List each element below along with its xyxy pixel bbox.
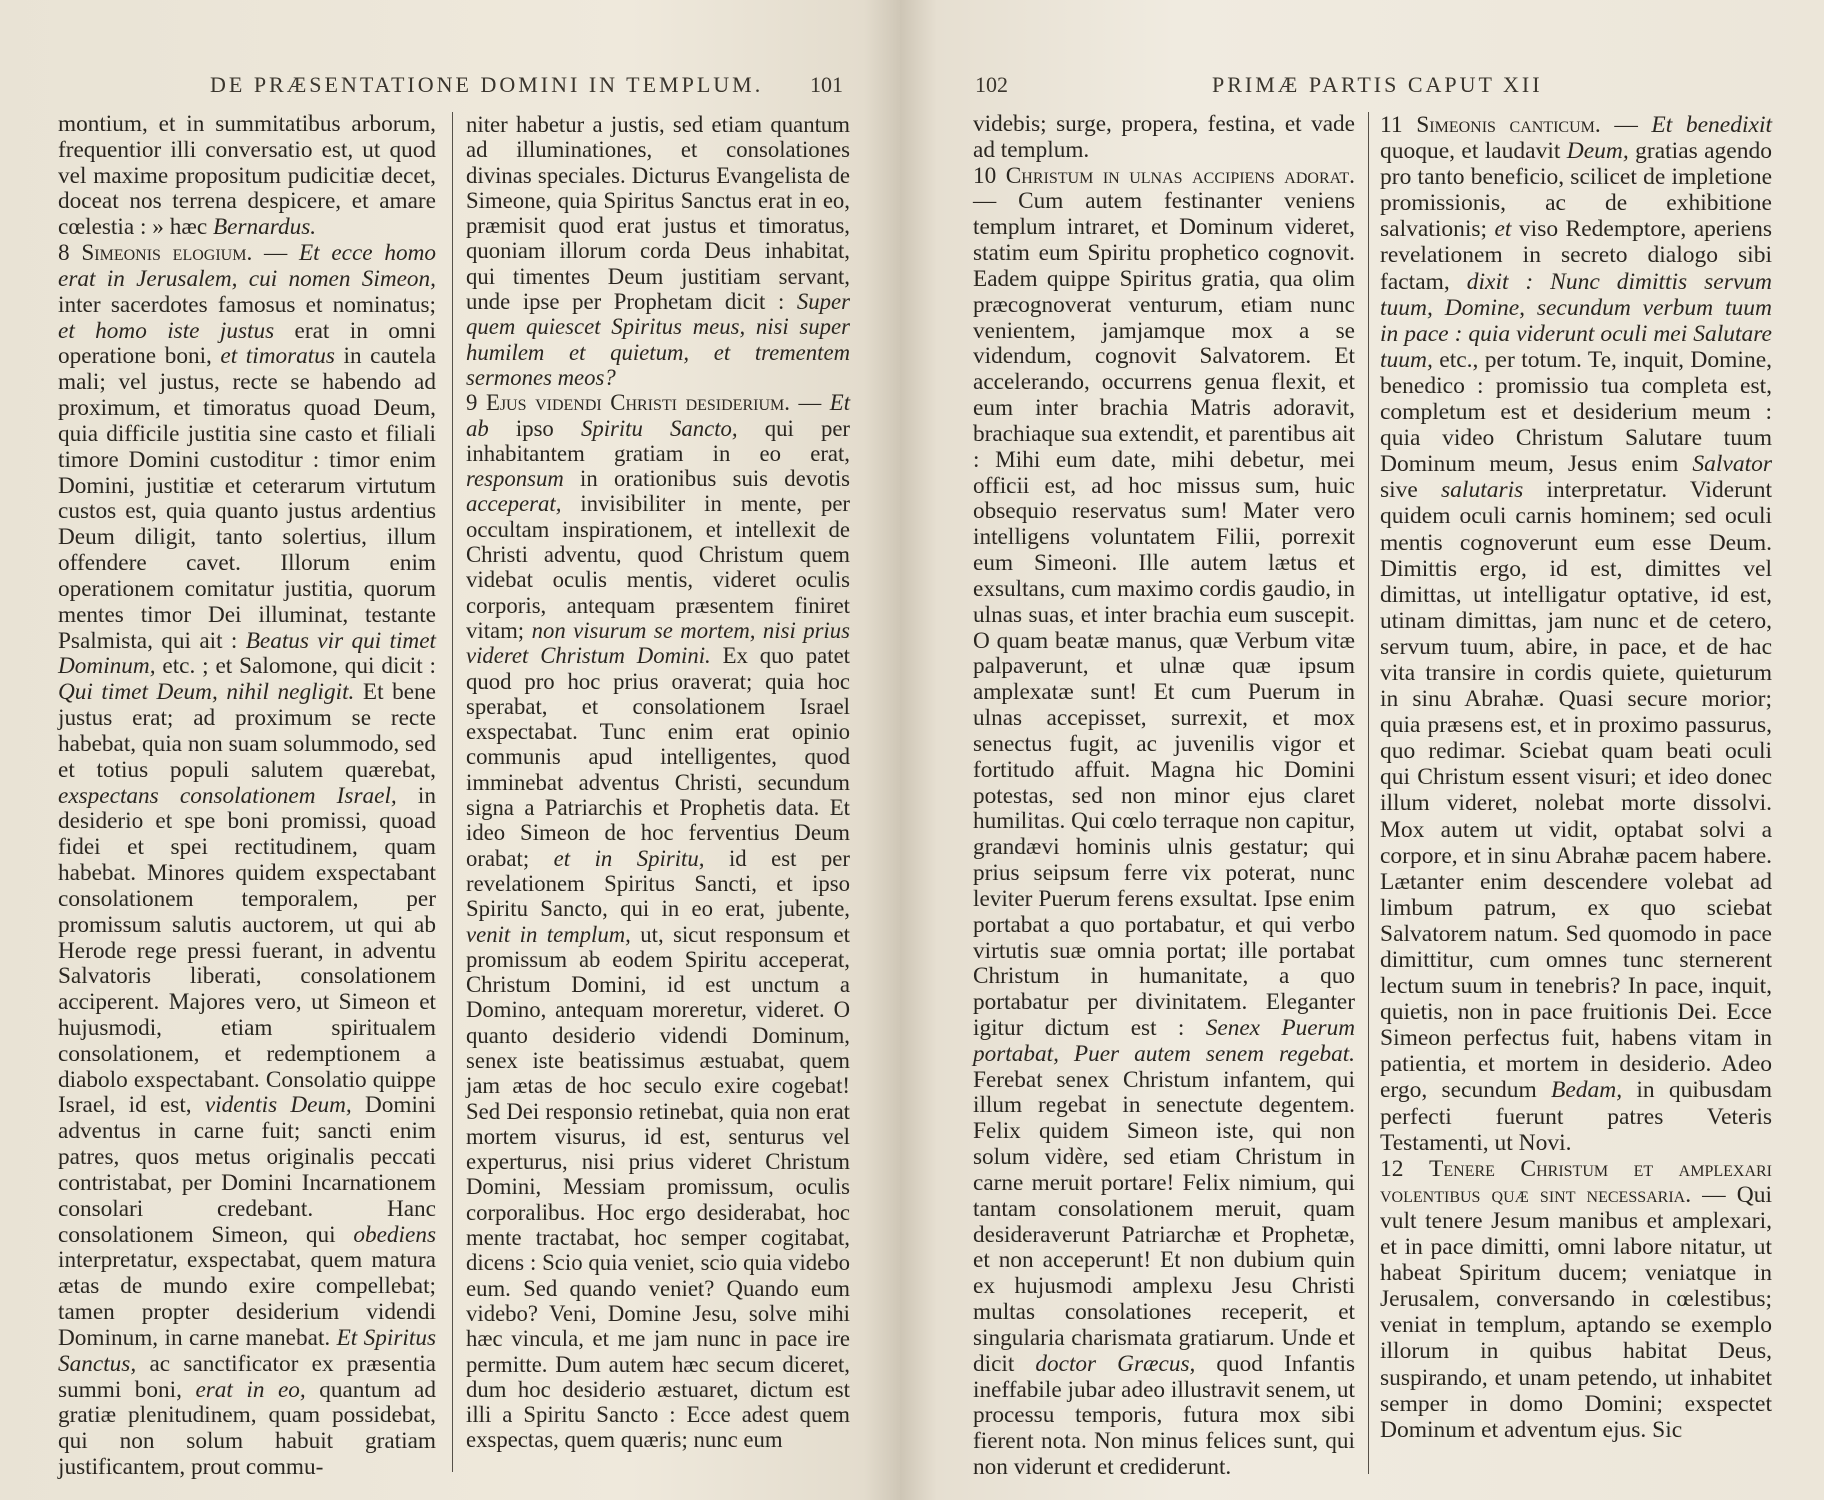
- right-column-1: [973, 112, 1355, 1481]
- page-number-left: 101: [810, 72, 843, 97]
- paragraph-11: 11 Simeonis canticum. — Et benedixit quoque, et laudavit Deum, gratias agendo pro tanto beneficio, scilicet de impletione promissionis, ac de exhibitione salvationis; et viso Redemptore, aperiens revelationem in secreto dialogo sibi factam, dixit : Nunc dimittis servum tuum, Domine, secundum verbum tuum in pace : quia viderunt oculi mei Salutare tuum, etc., per totum. Te, inquit, Domine, benedico : promissio tua completa est, completum est et desiderium meum : quia video Christum Salutare tuum Dominum meum, Jesus enim Salvator sive salutaris interpretatur. Viderunt quidem oculi carnis hominem; sed oculi mentis cognoverunt eum esse Deum. Dimittis ergo, id est, dimittes vel dimittas, ut intelligatur optative, id est, utinam dimittas, jam nunc et de cetero, servum tuum, abire, in pace, et de hac vita transire in cordis quiete, quieturum in sinu Abrahæ. Quasi secure morior; quia præsens est, et in proximo passurus, quo redimar. Sciebat quam beati oculi qui Christum essent visuri; et ideo donec illum videret, nolebat morte dissolvi. Mox autem ut vidit, optabat solvi a corpore, et in sinu Abrahæ pacem habere. Lætanter enim descendere volebat ad limbum patrum, ex quo sciebat Salvatorem natum. Sed quomodo in pace dimittitur, cum omnes tunc sternerent lectum suum in tenebris? In pace, inquit, quietis, non in pace fruitionis Dei. Ecce Simeon perfectus fuit, habens vitam in patientia, et mortem in desiderio. Adeo ergo, secundum Bedam, in quibusdam perfecti fuerunt patres Veteris Testamenti, ut Novi.: [1380, 112, 1773, 1156]
- section-number: 8: [58, 240, 70, 267]
- section-heading: Christum in ulnas accipiens adorat.: [1005, 162, 1355, 189]
- column-divider: [1368, 112, 1369, 1474]
- paragraph: niter habetur a justis, sed etiam quantum ad illuminationes, et consolationes divinas speciales. Dicturus Evangelista de Simeone, quia Spiritus Sanctus erat in eo, præmisit quod erat justus et timoratus, quoniam illorum corda Deus inhabitat, qui timentes Deum justitiam servant, unde ipse per Prophetam dicit : Super quem quiescet Spiritus meus, nisi super humilem et quietum, et trementem sermones meos?: [466, 112, 850, 390]
- right-column-2: [1380, 112, 1772, 1443]
- column-divider: [452, 112, 453, 1472]
- paragraph-8: 8 Simeonis elogium. — Et ecce homo erat in Jerusalem, cui nomen Simeon, inter sacerdotes famosus et nominatus; et homo iste justus erat in omni operatione boni, et timoratus in cautela mali; vel justus, recte se habendo ad proximum, et timoratus quoad Deum, quia difficile justitia sine casto et filiali timore Domini custoditur : timor enim Domini, justitiæ et ceterarum virtutum custos est, quia quanto justus ardentius Deum diligit, tanto solertius, illum offendere cavet. Illorum enim operationem comitatur justitia, quorum mentes timor Dei illuminat, testante Psalmista, qui ait : Beatus vir qui timet Dominum, etc. ; et Salomone, qui dicit : Qui timet Deum, nihil negligit. Et bene justus erat; ad proximum se recte habebat, quia non suam solummodo, sed et totius populi salutem quærebat, exspectans consolationem Israel, in desiderio et spe boni promissi, quoad fidei et spei rectitudinem, quam habebat. Minores quidem exspectabant consolationem temporalem, per promissum salutis auctorem, ut qui ab Herode rege pressi fuerant, in adventu Salvatoris liberati, consolationem acciperent. Majores vero, ut Simeon et hujusmodi, etiam spiritualem consolationem, et redemptionem a diabolo exspectabant. Consolatio quippe Israel, id est, videntis Deum, Domini adventus in carne fuit; sancti enim patres, quos metus originalis peccati contristabat, per Domini Incarnationem consolari credebant. Hanc consolationem Simeon, qui obediens interpretatur, exspectabat, quem matura ætas de mundo exire compellebat; tamen propter desiderium videndi Dominum, in carne manebat. Et Spiritus Sanctus, ac sanctificator ex præsentia summi boni, erat in eo, quantum ad gratiæ plenitudinem, quam possidebat, qui non solum habuit gratiam justificantem, prout commu-: [58, 240, 437, 1481]
- left-page: [0, 0, 900, 1500]
- section-heading: Tenere Christum et amplexari volentibus quæ sint necessaria.: [1380, 1155, 1773, 1208]
- paragraph-12: 12 Tenere Christum et amplexari volentibus quæ sint necessaria. — Qui vult tenere Jesum manibus et amplexari, et in pace dimitti, omni labore nitatur, ut habeat Spiritum ducem; veniatque in Jerusalem, conversando in cœlestibus; veniat in templum, aptando se exemplo illorum in quibus habitat Deus, suspirando, et unam petendo, ut inhabitet semper in domo Domini; exspectet Dominum et adventum ejus. Sic: [1380, 1155, 1773, 1443]
- section-heading: Simeonis canticum.: [1416, 112, 1601, 138]
- paragraph-9: 9 Ejus videndi Christi desiderium. — Et ab ipso Spiritu Sancto, qui per inhabitantem gratiam in eo erat, responsum in orationibus suis devotis acceperat, invisibiliter in mente, per occultam inspirationem, et intellexit de Christi adventu, quod Christum quem videbat oculis mentis, videret oculis corporis, antequam præsentem finiret vitam; non visurum se mortem, nisi prius videret Christum Domini. Ex quo patet quod pro hoc prius oraverat; quia hoc sperabat, et consolationem Israel exspectabat. Tunc enim erat opinio communis apud intelligentes, quod imminebat adventus Christi, secundum signa a Patriarchis et Prophetis data. Et ideo Simeon de hoc ferventius Deum orabat; et in Spiritu, id est per revelationem Spiritus Sancti, et ipso Spiritu Sancto, qui in eo erat, jubente, venit in templum, ut, sicut responsum et promissum ab eodem Spiritu acceperat, Christum Domini, id est unctum a Domino, antequam moreretur, videret. O quanto desiderio videndi Dominum, senex iste beatissimus æstuabat, quem jam ætas de hoc seculo exire cogebat! Sed Dei responsio retinebat, quia non erat mortem visurus, id est, senturus vel experturus, nisi prius videret Christum Domini, Messiam promissum, oculis corporalibus. Hoc ergo desiderabat, hoc mente tractabat, hoc semper cogitabat, dicens : Scio quia veniet, scio quia videbo eum. Sed quando veniet? Quando eum videbo? Veni, Domine Jesu, solve mihi hæc vincula, et me jam nunc in pace ire permitte. Dum autem hæc secum diceret, dum hoc desiderio æstuaret, dictum est illi a Spiritu Sancto : Ecce adest quem exspectas, quem quæris; nunc eum: [466, 390, 851, 1453]
- section-number: 12: [1380, 1155, 1404, 1182]
- section-number: 10: [973, 162, 997, 189]
- left-column-2: [466, 112, 850, 1453]
- section-number: 11: [1380, 112, 1403, 138]
- section-heading: Ejus videndi Christi desiderium.: [485, 390, 790, 416]
- paragraph-10: 10 Christum in ulnas accipiens adorat. — Cum autem festinanter veniens templum intraret, et Dominum videret, statim eum Spiritu prophetico cognovit. Eadem quippe Spiritus gratia, qua olim præcognoverat venturum, etiam nunc venientem, jamjamque mox a se videndum, cognovit Salvatorem. Et accelerando, occurrens genua flexit, et eum inter brachia Matris adoravit, brachiaque sua extendit, et parentibus ait : Mihi eum date, mihi debetur, mei officii est, ad hoc missus sum, huic obsequio reservatus sum! Mater vero intelligens voluntatem Filii, porrexit eum Simeoni. Ille autem lætus et exsultans, cum maximo cordis gaudio, in ulnas suas, et inter brachia eum suscepit. O quam beatæ manus, quæ Verbum vitæ palpaverunt, et ulnæ quæ ipsum amplexatæ sunt! Et cum Puerum in ulnas accepisset, surrexit, et mox senectus fugit, ac juvenilis vigor et fortitudo affuit. Magna hic Domini potestas, sed non minor ejus claret humilitas. Qui cœlo terraque non capitur, grandævi hominis ulnis gestatur; qui prius seipsum ferre vix poterat, nunc leviter Puerum ferens exsultat. Ipse enim portabat a quo portabatur, et qui verbo virtutis suæ omnia portat; ille portabat Christum in humanitate, a quo portabatur per divinitatem. Eleganter igitur dictum est : Senex Puerum portabat, Puer autem senem regebat. Ferebat senex Christum infantem, qui illum regebat in senectute degentem. Felix quidem Simeon iste, qui non solum vidère, sed etiam Christum in carne meruit portare! Felix nimium, qui tantam consolationem meruit, quam desideraverunt Patriarchæ et Prophetæ, et non acceperunt! Et non dubium quin ex hujusmodi amplexu Jesu Christi multas consolationes receperit, et singularia charismata gratiarum. Unde et dicit doctor Græcus, quod Infantis ineffabile jubar adeo illustravit senem, ut processu temporis, futura mox sibi fierent nota. Non minus felices sunt, qui non viderunt et crediderunt.: [973, 162, 1356, 1481]
- running-head-left: DE PRÆSENTATIONE DOMINI IN TEMPLUM.: [210, 72, 764, 97]
- running-head-right: PRIMÆ PARTIS CAPUT XII: [1212, 72, 1543, 97]
- left-column-1: [58, 112, 436, 1481]
- section-number: 9: [466, 390, 478, 416]
- paragraph: videbis; surge, propera, festina, et vade ad templum.: [973, 111, 1355, 163]
- section-heading: Simeonis elogium.: [81, 240, 253, 267]
- page-number-right: 102: [975, 72, 1008, 97]
- right-page: [900, 0, 1824, 1500]
- paragraph: montium, et in summitatibus arborum, frequentior illi conversatio est, ut quod vel maxime propositum pudicitiæ decet, doceat nos terrena despicere, et amare cœlestia : » hæc Bernardus.: [58, 111, 436, 241]
